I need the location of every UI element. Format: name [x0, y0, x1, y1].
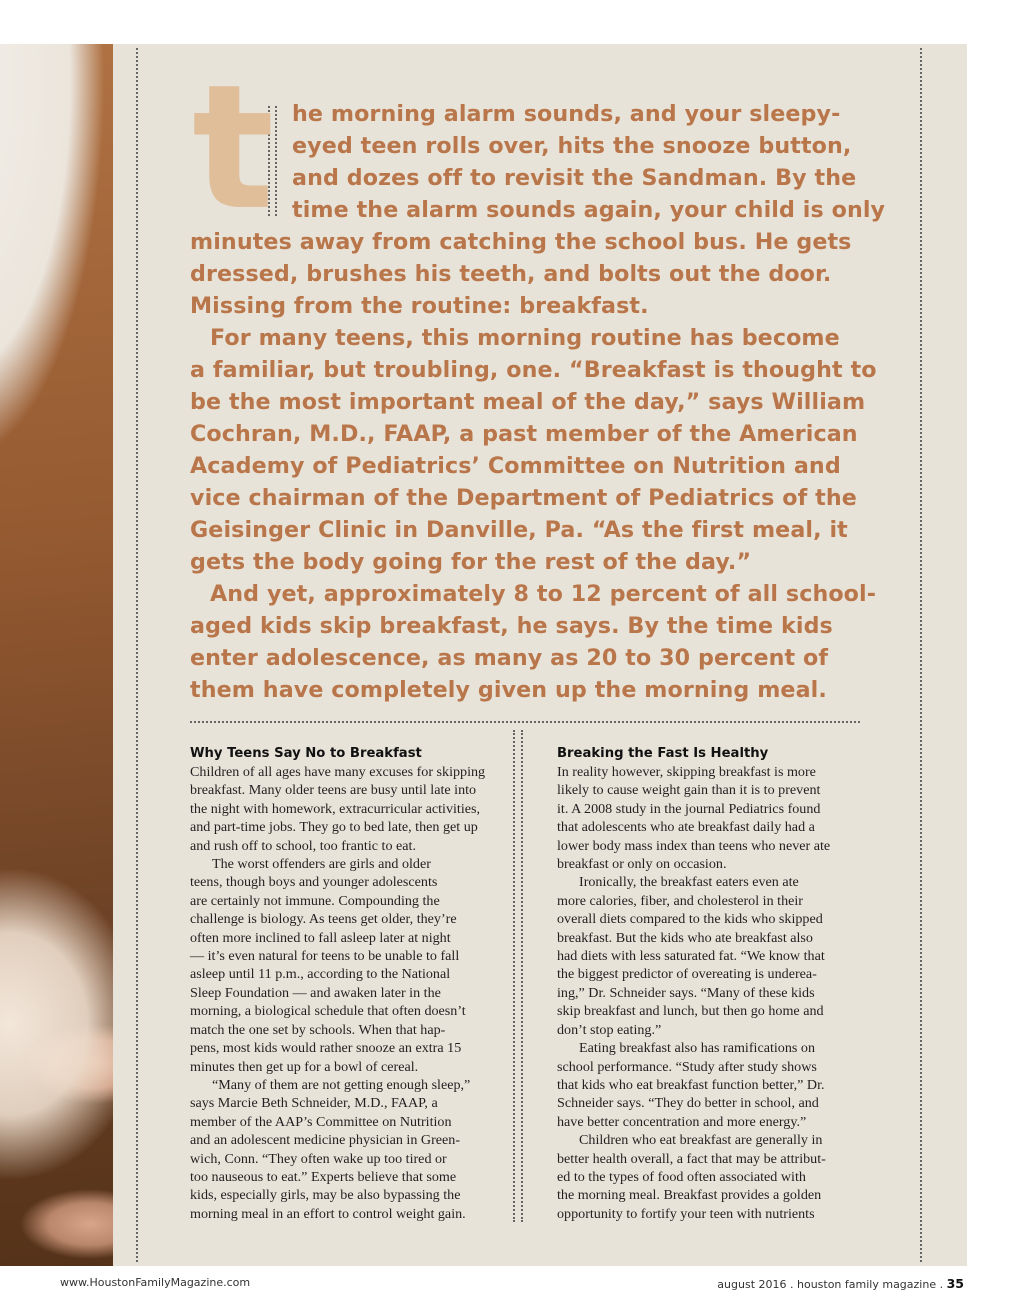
body-paragraph [557, 1131, 857, 1223]
body-line: morning meal in an effort to control weight gain. [190, 1205, 466, 1222]
body-line: better health overall, a fact that may be attribut- [557, 1150, 826, 1167]
body-line: are certainly not immune. Compounding the [190, 892, 440, 909]
body-line: “Many of them are not getting enough sleep,” [212, 1076, 471, 1093]
body-line: breakfast or only on occasion. [557, 856, 727, 873]
body-line: wich, Conn. “They often wake up too tired or [190, 1150, 447, 1167]
intro-line: aged kids skip breakfast, he says. By the time kids [190, 613, 833, 639]
body-line: that kids who eat breakfast function better,” Dr. [557, 1076, 825, 1093]
body-line: overall diets compared to the kids who skipped [557, 911, 823, 928]
body-line: teens, though boys and younger adolescents [190, 874, 438, 891]
intro-line: and dozes off to revisit the Sandman. By the [292, 165, 857, 191]
body-line: ing,” Dr. Schneider says. “Many of these kids [557, 984, 815, 1001]
intro-line: eyed teen rolls over, hits the snooze button, [292, 133, 852, 159]
body-line: match the one set by schools. When that hap- [190, 1021, 446, 1038]
body-line: Schneider says. “They do better in school, and [557, 1095, 819, 1112]
intro-line: gets the body going for the rest of the day.” [190, 549, 752, 575]
footer-magazine-name: . houston family magazine . [786, 1278, 947, 1291]
body-line: The worst offenders are girls and older [212, 856, 431, 873]
body-paragraph [557, 873, 857, 1039]
column-breaking-fast [557, 745, 857, 1223]
intro-paragraph-2 [190, 322, 877, 578]
left-dotted-rule [136, 48, 138, 1262]
body-paragraph [557, 763, 857, 873]
column-heading: Breaking the Fast Is Healthy [557, 746, 769, 761]
body-line: that adolescents who ate breakfast daily had a [557, 819, 815, 836]
intro-line: time the alarm sounds again, your child is only [292, 197, 886, 223]
intro-line: dressed, brushes his teeth, and bolts out the door. [190, 261, 832, 287]
intro-line: be the most important meal of the day,” says William [190, 389, 866, 415]
body-line: Sleep Foundation — and awaken later in the [190, 984, 441, 1001]
body-line: breakfast. But the kids who ate breakfast also [557, 929, 813, 946]
body-line: it. A 2008 study in the journal Pediatrics found [557, 800, 821, 817]
intro-paragraph-1 [190, 98, 886, 322]
body-line: too nauseous to eat.” Experts believe that some [190, 1168, 457, 1185]
body-line: and rush off to school, too frantic to eat. [190, 837, 416, 854]
body-line: the morning meal. Breakfast provides a golden [557, 1187, 822, 1204]
body-line: challenge is biology. As teens get older, they’re [190, 911, 457, 928]
body-line: says Marcie Beth Schneider, M.D., FAAP, a [190, 1095, 438, 1112]
intro-line: Academy of Pediatrics’ Committee on Nutrition and [190, 453, 841, 479]
body-line: skip breakfast and lunch, but then go home and [557, 1003, 824, 1020]
body-line: have better concentration and more energy.” [557, 1113, 807, 1130]
body-line: kids, especially girls, may be also bypassing the [190, 1187, 461, 1204]
body-line: had diets with less saturated fat. “We know that [557, 948, 825, 965]
body-line: and an adolescent medicine physician in Green- [190, 1132, 461, 1149]
section-divider [190, 721, 860, 723]
body-line: member of the AAP’s Committee on Nutrition [190, 1113, 452, 1130]
body-line: Ironically, the breakfast eaters even ate [579, 874, 799, 891]
intro-line: Geisinger Clinic in Danville, Pa. “As the first meal, it [190, 517, 848, 543]
column-rule-1 [513, 730, 515, 1222]
body-line: Children who eat breakfast are generally in [579, 1132, 823, 1149]
body-line: often more inclined to fall asleep later at night [190, 929, 451, 946]
intro-line: For many teens, this morning routine has become [210, 325, 840, 351]
intro-line: enter adolescence, as many as 20 to 30 percent of [190, 645, 829, 671]
column-rule-2 [521, 730, 523, 1222]
footer-folio [717, 1276, 964, 1291]
body-line: minutes then get up for a bowl of cereal. [190, 1058, 419, 1075]
footer-website: www.HoustonFamilyMagazine.com [60, 1276, 251, 1289]
body-line: and part-time jobs. They go to bed late, then get up [190, 819, 478, 836]
footer-issue-date: august 2016 [717, 1278, 787, 1291]
column-why-teens [190, 745, 490, 1223]
intro-line: Missing from the routine: breakfast. [190, 293, 649, 319]
intro-line: them have completely given up the morning meal. [190, 677, 827, 703]
intro-line: he morning alarm sounds, and your sleepy- [292, 101, 841, 127]
body-line: school performance. “Study after study shows [557, 1058, 817, 1075]
body-line: pens, most kids would rather snooze an extra 15 [190, 1040, 462, 1057]
body-paragraph [190, 763, 490, 855]
body-line: — it’s even natural for teens to be unable to fall [190, 948, 460, 965]
body-line: lower body mass index than teens who never ate [557, 837, 831, 854]
body-line: morning, a biological schedule that often doesn’t [190, 1003, 466, 1020]
intro-line: vice chairman of the Department of Pediatrics of the [190, 485, 857, 511]
intro-line: minutes away from catching the school bus. He gets [190, 229, 852, 255]
body-line: breakfast. Many older teens are busy until late into [190, 782, 477, 799]
body-line: Eating breakfast also has ramifications on [579, 1040, 815, 1057]
body-line: opportunity to fortify your teen with nutrients [557, 1205, 815, 1222]
intro-line: Cochran, M.D., FAAP, a past member of the American [190, 421, 858, 447]
intro-paragraph-3 [190, 578, 877, 706]
body-paragraph [557, 1039, 857, 1131]
body-line: In reality however, skipping breakfast is more [557, 764, 816, 780]
body-paragraph [190, 1076, 490, 1223]
drop-cap: t [192, 47, 275, 248]
intro-text [190, 98, 886, 706]
column-heading: Why Teens Say No to Breakfast [190, 746, 422, 761]
right-dotted-rule [920, 48, 922, 1262]
body-line: Children of all ages have many excuses for skipping [190, 764, 486, 780]
page-number: 35 [946, 1276, 964, 1291]
body-line: the biggest predictor of overeating is underea- [557, 966, 817, 983]
body-line: likely to cause weight gain than it is to prevent [557, 782, 821, 799]
body-line: asleep until 11 p.m., according to the National [190, 966, 451, 983]
intro-line: And yet, approximately 8 to 12 percent of all school- [210, 581, 877, 607]
body-line: more calories, fiber, and cholesterol in their [557, 892, 803, 909]
intro-line: a familiar, but troubling, one. “Breakfast is thought to [190, 357, 877, 383]
body-paragraph [190, 855, 490, 1076]
body-line: don’t stop eating.” [557, 1021, 662, 1038]
body-line: ed to the types of food often associated with [557, 1168, 806, 1185]
body-line: the night with homework, extracurricular activities, [190, 800, 481, 817]
